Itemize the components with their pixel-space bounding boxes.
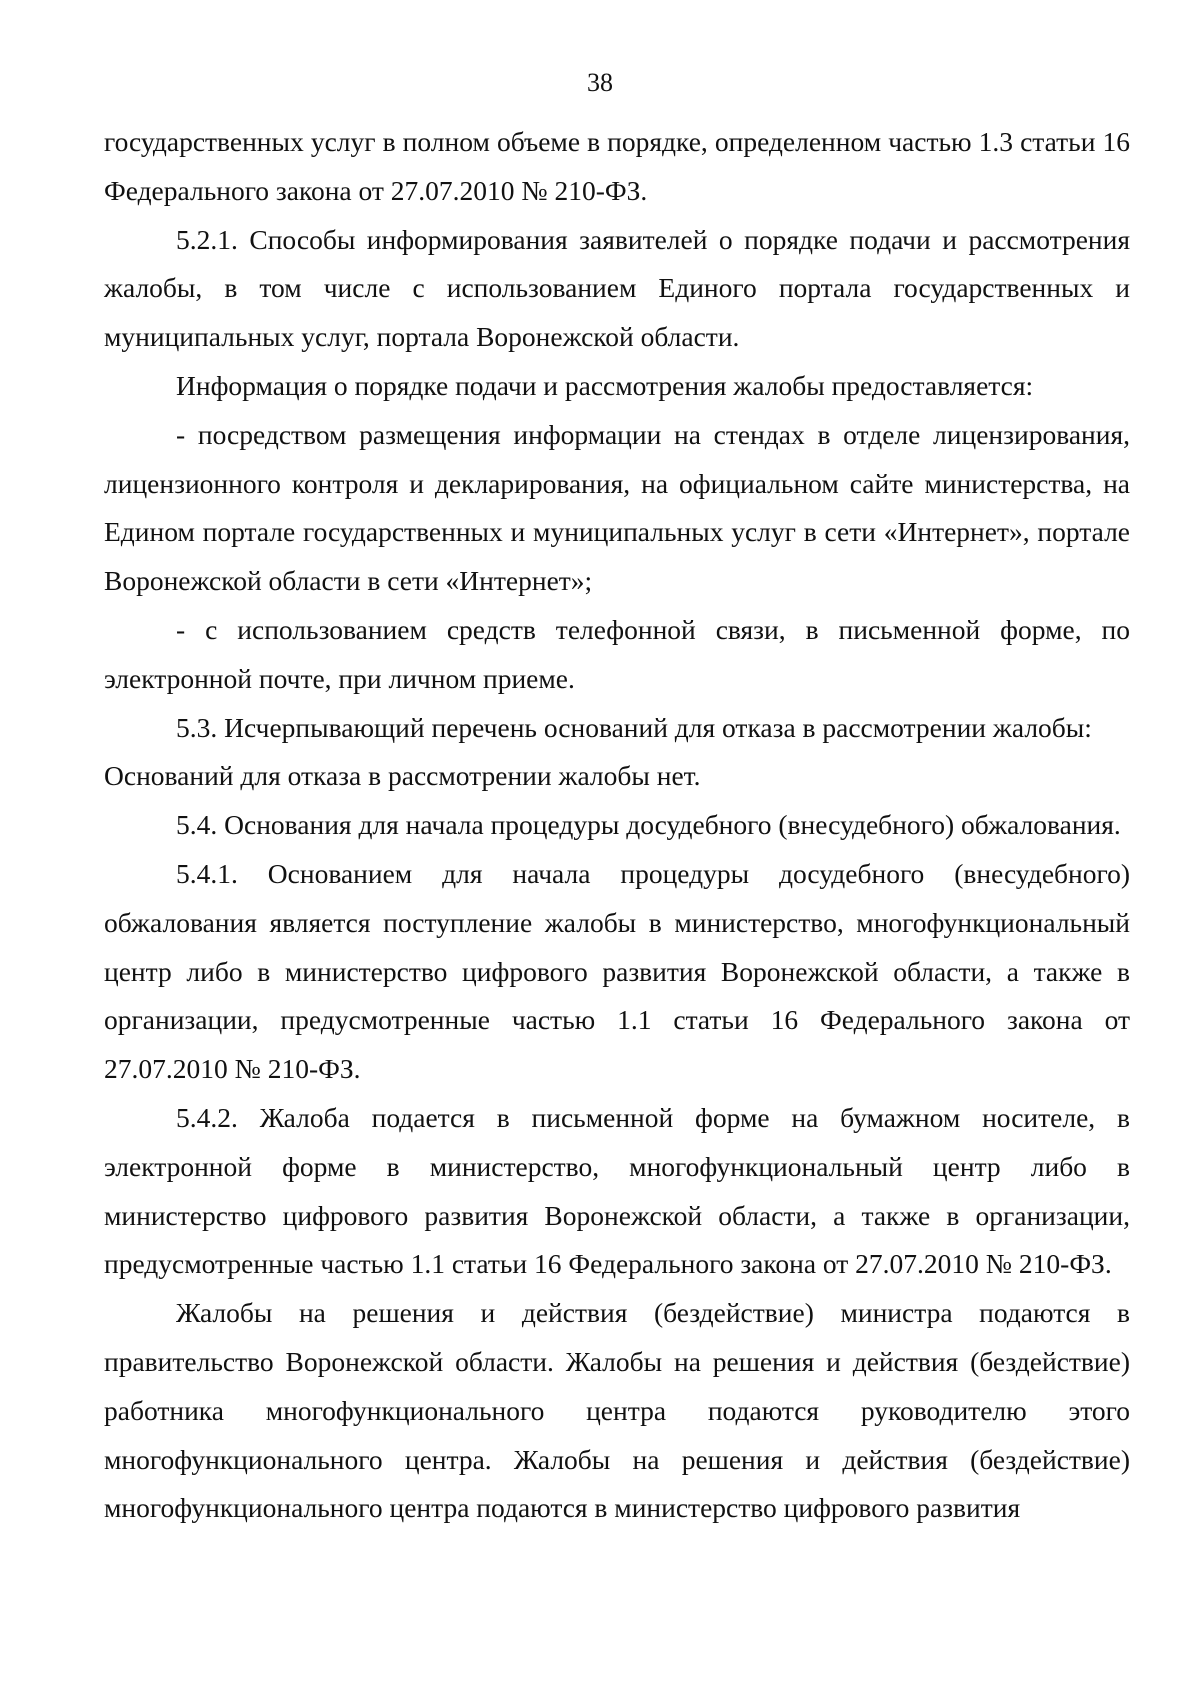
- document-body: [104, 118, 1130, 1533]
- paragraph: Информация о порядке подачи и рассмотрения жалобы предоставляется:: [176, 369, 1034, 401]
- paragraph: 5.4.2. Жалоба подается в письменной форме на бумажном носителе, в электронной форме в министерство, многофункциональный центр либо в министерство цифрового развития Воронежской области, а также в организации, предусмотренные частью 1.1 статьи 16 Федерального закона от 27.07.2010 № 210-ФЗ.: [104, 1101, 1130, 1280]
- paragraph: 5.4.1. Основанием для начала процедуры досудебного (внесудебного) обжалования является поступление жалобы в министерство, многофункциональный центр либо в министерство цифрового развития Воронежской области, а также в организации, предусмотренные частью 1.1 статьи 16 Федерального закона от 27.07.2010 № 210-ФЗ.: [104, 857, 1130, 1085]
- paragraph: Оснований для отказа в рассмотрении жалобы нет.: [104, 760, 701, 792]
- paragraph: - с использованием средств телефонной связи, в письменной форме, по электронной почте, при личном приеме.: [104, 613, 1130, 694]
- paragraph: 5.4. Основания для начала процедуры досудебного (внесудебного) обжалования.: [176, 809, 1121, 841]
- paragraph: 5.3. Исчерпывающий перечень оснований для отказа в рассмотрении жалобы:: [176, 711, 1092, 743]
- paragraph: 5.2.1. Способы информирования заявителей о порядке подачи и рассмотрения жалобы, в том числе с использованием Единого портала государственных и муниципальных услуг, портала Воронежской области.: [104, 223, 1130, 353]
- paragraph: государственных услуг в полном объеме в порядке, определенном частью 1.3 статьи 16 Федерального закона от 27.07.2010 № 210-ФЗ.: [104, 126, 1130, 206]
- paragraph: Жалобы на решения и действия (бездействие) министра подаются в правительство Воронежской области. Жалобы на решения и действия (бездействие) работника многофункционального центра подаются руководителю этого многофункционального центра. Жалобы на решения и действия (бездействие) многофункционального центра подаются в министерство цифрового развития: [104, 1297, 1130, 1524]
- paragraph: - посредством размещения информации на стендах в отделе лицензирования, лицензионного контроля и декларирования, на официальном сайте министерства, на Едином портале государственных и муниципальных услуг в сети «Интернет», портале Воронежской области в сети «Интернет»;: [104, 418, 1130, 597]
- page-number: 38: [587, 68, 613, 97]
